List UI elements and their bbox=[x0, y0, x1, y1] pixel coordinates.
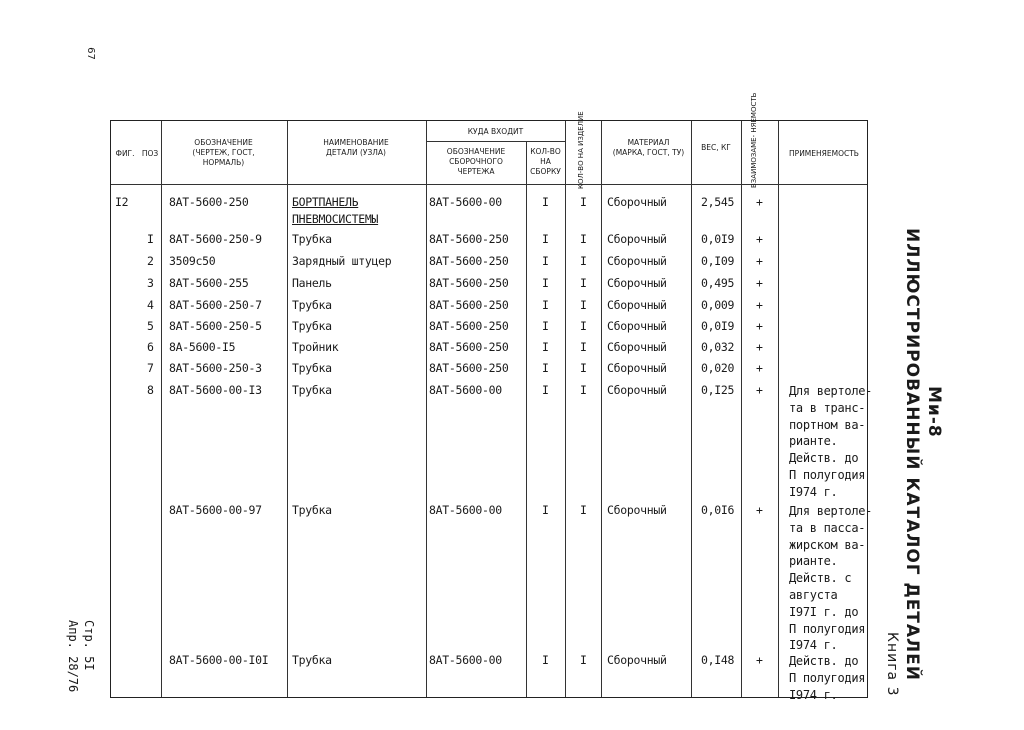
interchangeability-cell: + bbox=[756, 195, 763, 209]
name-cell: БОРТПАНЕЛЬ bbox=[292, 195, 359, 209]
qty-product-cell: I bbox=[580, 254, 587, 268]
weight-cell: 0,020 bbox=[701, 361, 735, 375]
interchangeability-cell: + bbox=[756, 276, 763, 290]
name-cell: Зарядный штуцер bbox=[292, 254, 392, 268]
weight-cell: 0,0I9 bbox=[701, 319, 735, 333]
model-title: Ми-8 bbox=[924, 386, 944, 438]
material-cell: Сборочный bbox=[607, 298, 667, 312]
header-interchangeability: ВЗАИМОЗАМЕ- НЯЕМОСТЬ bbox=[750, 92, 758, 188]
weight-cell: 0,I48 bbox=[701, 653, 735, 667]
interchangeability-cell: + bbox=[756, 503, 763, 517]
designation-cell: 8АТ-5600-250 bbox=[169, 195, 249, 209]
material-cell: Сборочный bbox=[607, 319, 667, 333]
qty-product-cell: I bbox=[580, 298, 587, 312]
header-pos: ПОЗ bbox=[141, 149, 159, 158]
qty-assembly-cell: I bbox=[542, 383, 549, 397]
assembly-designation-cell: 8АТ-5600-250 bbox=[429, 254, 509, 268]
weight-cell: 0,0I9 bbox=[701, 232, 735, 246]
header-material: МАТЕРИАЛ (МАРКА, ГОСТ, ТУ) bbox=[612, 138, 685, 157]
qty-assembly-cell: I bbox=[542, 653, 549, 667]
material-cell: Сборочный bbox=[607, 653, 667, 667]
header-qty-assembly: КОЛ-ВО НА СБОРКУ bbox=[530, 147, 561, 176]
pos-cell: 6 bbox=[147, 340, 154, 354]
interchangeability-cell: + bbox=[756, 340, 763, 354]
assembly-designation-cell: 8АТ-5600-00 bbox=[429, 195, 502, 209]
designation-cell: 8АТ-5600-00-I0I bbox=[169, 653, 269, 667]
header-assembly-designation: ОБОЗНАЧЕНИЕ СБОРОЧНОГО ЧЕРТЕЖА bbox=[446, 147, 506, 176]
book-label: Книга 3 bbox=[884, 632, 900, 697]
designation-cell: 8АТ-5600-250-7 bbox=[169, 298, 262, 312]
header-designation: ОБОЗНАЧЕНИЕ (ЧЕРТЕЖ, ГОСТ, НОРМАЛЬ) bbox=[192, 138, 255, 167]
material-cell: Сборочный bbox=[607, 254, 667, 268]
weight-cell: 0,495 bbox=[701, 276, 735, 290]
assembly-designation-cell: 8АТ-5600-250 bbox=[429, 361, 509, 375]
assembly-designation-cell: 8АТ-5600-250 bbox=[429, 319, 509, 333]
assembly-designation-cell: 8АТ-5600-00 bbox=[429, 503, 502, 517]
header-name: НАИМЕНОВАНИЕ ДЕТАЛИ (УЗЛА) bbox=[323, 138, 389, 157]
qty-product-cell: I bbox=[580, 319, 587, 333]
name-cell: Трубка bbox=[292, 298, 332, 312]
assembly-designation-cell: 8АТ-5600-250 bbox=[429, 276, 509, 290]
applicability-note: Действ. до П полугодия I974 г. bbox=[789, 654, 866, 702]
pos-cell: 8 bbox=[147, 383, 154, 397]
qty-product-cell: I bbox=[580, 503, 587, 517]
qty-assembly-cell: I bbox=[542, 503, 549, 517]
material-cell: Сборочный bbox=[607, 383, 667, 397]
pos-cell: 7 bbox=[147, 361, 154, 375]
pos-cell: 3 bbox=[147, 276, 154, 290]
designation-cell: 8АТ-5600-00-97 bbox=[169, 503, 262, 517]
designation-cell: 8А-5600-I5 bbox=[169, 340, 236, 354]
material-cell: Сборочный bbox=[607, 276, 667, 290]
name-cell: Трубка bbox=[292, 503, 332, 517]
qty-assembly-cell: I bbox=[542, 298, 549, 312]
qty-product-cell: I bbox=[580, 232, 587, 246]
interchangeability-cell: + bbox=[756, 653, 763, 667]
header-fig: ФИГ. bbox=[115, 149, 135, 158]
interchangeability-cell: + bbox=[756, 319, 763, 333]
designation-cell: 8АТ-5600-250-5 bbox=[169, 319, 262, 333]
designation-cell: 3509с50 bbox=[169, 254, 216, 268]
qty-assembly-cell: I bbox=[542, 254, 549, 268]
qty-product-cell: I bbox=[580, 383, 587, 397]
header-applicability: ПРИМЕНЯЕМОСТЬ bbox=[789, 149, 859, 158]
designation-cell: 8АТ-5600-250-3 bbox=[169, 361, 262, 375]
pos-cell: I bbox=[147, 232, 154, 246]
assembly-designation-cell: 8АТ-5600-00 bbox=[429, 383, 502, 397]
parts-table bbox=[110, 92, 873, 702]
interchangeability-cell: + bbox=[756, 383, 763, 397]
qty-product-cell: I bbox=[580, 340, 587, 354]
qty-assembly-cell: I bbox=[542, 361, 549, 375]
footer-page: Стр. 5I bbox=[82, 620, 96, 671]
material-cell: Сборочный bbox=[607, 232, 667, 246]
assembly-designation-cell: 8АТ-5600-250 bbox=[429, 232, 509, 246]
header-weight: ВЕС, КГ bbox=[701, 143, 731, 152]
material-cell: Сборочный bbox=[607, 195, 667, 209]
pos-cell: 4 bbox=[147, 298, 154, 312]
assembly-designation-cell: 8АТ-5600-250 bbox=[429, 340, 509, 354]
assembly-designation-cell: 8АТ-5600-250 bbox=[429, 298, 509, 312]
header-qty-product: КОЛ-ВО НА ИЗДЕЛИЕ bbox=[577, 111, 585, 189]
fig-cell: I2 bbox=[115, 195, 129, 209]
applicability-note: Для вертоле- та в пасса- жирском ва- рианте. Действ. с августа I97I г. до П полугодия I974 г. bbox=[789, 504, 873, 653]
weight-cell: 0,009 bbox=[701, 298, 735, 312]
qty-product-cell: I bbox=[580, 195, 587, 209]
name-cell: Трубка bbox=[292, 232, 332, 246]
assembly-designation-cell: 8АТ-5600-00 bbox=[429, 653, 502, 667]
weight-cell: 0,I25 bbox=[701, 383, 735, 397]
name-cell-line2: ПНЕВМОСИСТЕМЫ bbox=[292, 212, 379, 226]
material-cell: Сборочный bbox=[607, 503, 667, 517]
name-cell: Трубка bbox=[292, 319, 332, 333]
name-cell: Трубка bbox=[292, 361, 332, 375]
interchangeability-cell: + bbox=[756, 232, 763, 246]
designation-cell: 8АТ-5600-250-9 bbox=[169, 232, 262, 246]
material-cell: Сборочный bbox=[607, 361, 667, 375]
material-cell: Сборочный bbox=[607, 340, 667, 354]
designation-cell: 8АТ-5600-255 bbox=[169, 276, 249, 290]
weight-cell: 0,032 bbox=[701, 340, 735, 354]
name-cell: Панель bbox=[292, 276, 332, 290]
applicability-note: Для вертоле- та в транс- портном ва- рианте. Действ. до П полугодия I974 г. bbox=[789, 384, 873, 499]
pos-cell: 2 bbox=[147, 254, 154, 268]
interchangeability-cell: + bbox=[756, 254, 763, 268]
qty-assembly-cell: I bbox=[542, 276, 549, 290]
weight-cell: 2,545 bbox=[701, 195, 735, 209]
weight-cell: 0,I09 bbox=[701, 254, 735, 268]
name-cell: Тройник bbox=[292, 340, 339, 354]
weight-cell: 0,0I6 bbox=[701, 503, 735, 517]
qty-assembly-cell: I bbox=[542, 319, 549, 333]
qty-assembly-cell: I bbox=[542, 340, 549, 354]
interchangeability-cell: + bbox=[756, 298, 763, 312]
name-cell: Трубка bbox=[292, 383, 332, 397]
pos-cell: 5 bbox=[147, 319, 154, 333]
header-where-used: КУДА ВХОДИТ bbox=[467, 127, 524, 136]
designation-cell: 8АТ-5600-00-I3 bbox=[169, 383, 262, 397]
catalog-title: ИЛЛЮСТРИРОВАННЫЙ КАТАЛОГ ДЕТАЛЕЙ bbox=[902, 228, 922, 682]
interchangeability-cell: + bbox=[756, 361, 763, 375]
qty-product-cell: I bbox=[580, 276, 587, 290]
qty-product-cell: I bbox=[580, 361, 587, 375]
name-cell: Трубка bbox=[292, 653, 332, 667]
qty-assembly-cell: I bbox=[542, 232, 549, 246]
qty-assembly-cell: I bbox=[542, 195, 549, 209]
footer-date: Апр. 28/76 bbox=[66, 620, 80, 693]
page-number: 67 bbox=[84, 47, 96, 60]
qty-product-cell: I bbox=[580, 653, 587, 667]
